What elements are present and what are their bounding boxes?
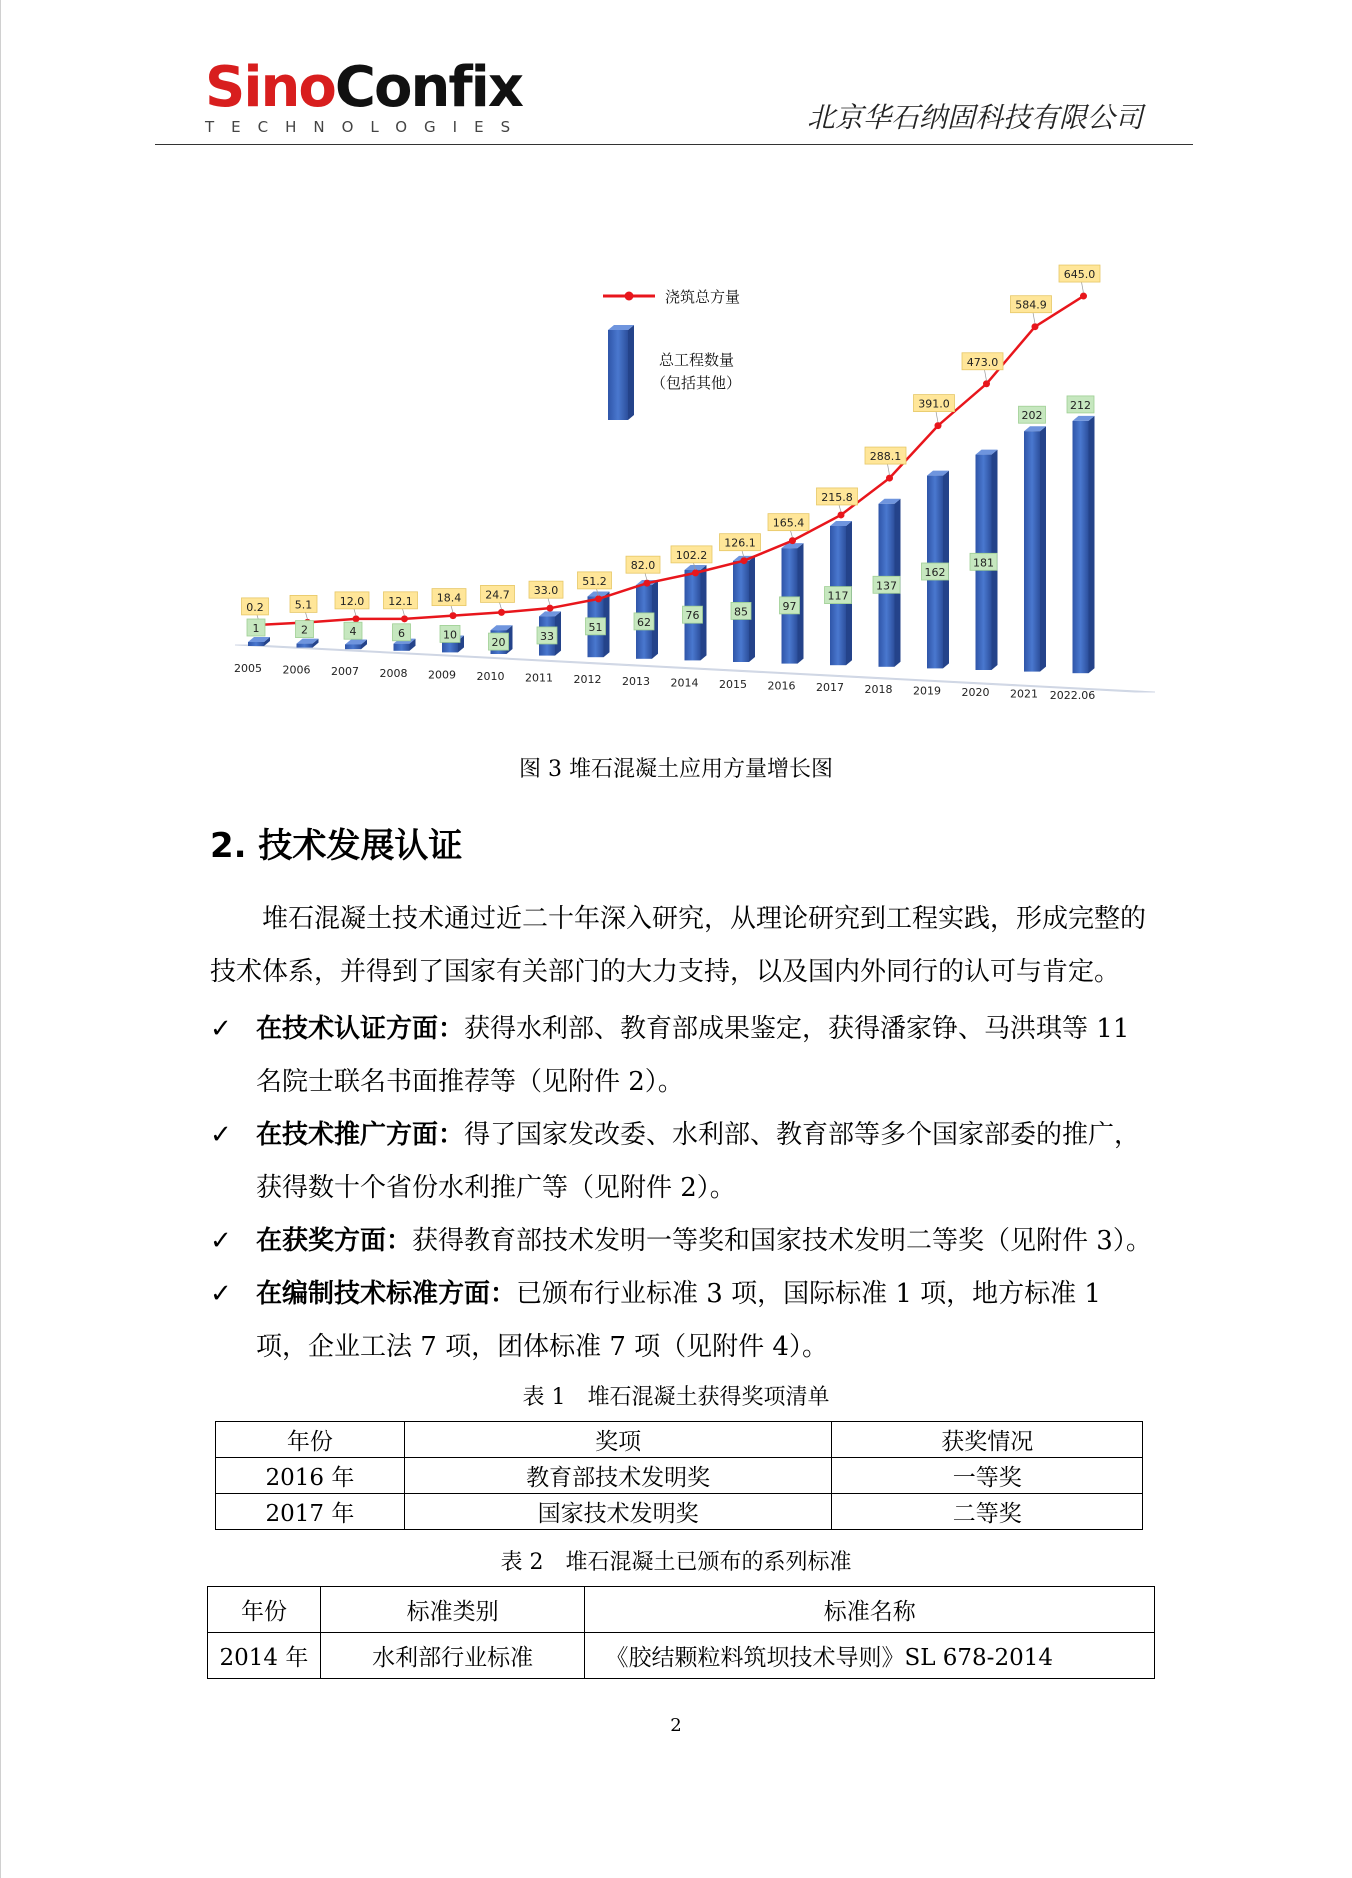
section-title: 2. 技术发展认证	[210, 826, 463, 866]
table-header-cell: 奖项	[404, 1422, 832, 1458]
table-row	[216, 1458, 1143, 1494]
bullet-text: 已颁布行业标准 3 项，国际标准 1 项，地方标准 1 项，企业工法 7 项，团体标准 7 项（见附件 4）。	[256, 1279, 1101, 1362]
page-header	[155, 55, 1193, 145]
series-line	[259, 296, 1084, 625]
checkmark-icon: ✓	[210, 1120, 232, 1150]
checkmark-icon: ✓	[210, 1226, 232, 1256]
bar-data-label: 2	[301, 623, 308, 637]
figure-caption: 图 3 堆石混凝土应用方量增长图	[519, 757, 833, 782]
line-data-label: 12.1	[388, 594, 413, 608]
x-tick-label: 2009	[428, 668, 456, 682]
line-point	[983, 380, 990, 387]
checkmark-icon: ✓	[210, 1014, 232, 1044]
line-point	[789, 537, 796, 544]
standards-table	[207, 1586, 1155, 1679]
line-data-label: 0.2	[246, 600, 264, 614]
bar-data-label: 20	[491, 636, 506, 650]
line-data-label: 584.9	[1015, 298, 1047, 312]
growth-chart	[215, 190, 1155, 730]
line-data-label: 5.1	[294, 598, 313, 612]
table-header-row	[208, 1587, 1155, 1633]
line-data-label: 12.0	[339, 594, 365, 608]
legend-line-marker	[625, 292, 634, 301]
table-cell: 2016 年	[216, 1458, 405, 1494]
table-cell: 《胶结颗粒料筑坝技术导则》SL 678-2014	[585, 1633, 1155, 1679]
line-label-leader	[888, 464, 890, 475]
table-cell: 一等奖	[832, 1458, 1143, 1494]
x-tick-label: 2019	[913, 684, 941, 698]
line-label-leader	[791, 531, 793, 538]
x-tick-label: 2017	[816, 681, 844, 695]
line-point	[353, 615, 360, 622]
bullet-heading: 在获奖方面：	[256, 1226, 413, 1256]
line-label-leader	[1033, 313, 1035, 324]
x-tick-label: 2012	[573, 673, 602, 687]
logo-word-sino: Sino	[205, 55, 335, 120]
line-label-leader	[1082, 282, 1084, 293]
line-label-leader	[354, 609, 356, 616]
bar-data-label: 6	[398, 626, 405, 640]
checkmark-icon: ✓	[210, 1279, 232, 1309]
line-point	[886, 475, 893, 482]
x-tick-label: 2014	[670, 676, 699, 690]
bar	[1073, 421, 1089, 673]
intro-paragraph: 堆石混凝土技术通过近二十年深入研究，从理论研究到工程实践，形成完整的技术体系，并得到了国家有关部门的大力支持，以及国内外同行的认可与肯定。	[210, 904, 1147, 987]
line-point	[498, 609, 505, 616]
logo-word-confix: Confix	[334, 55, 522, 120]
x-tick-label: 2013	[622, 674, 650, 688]
table-row	[216, 1494, 1143, 1530]
line-data-label: 288.1	[869, 450, 902, 464]
x-tick-label: 2020	[961, 686, 990, 699]
bar-side	[1040, 426, 1046, 671]
bullet-text: 获得水利部、教育部成果鉴定，获得潘家铮、马洪琪等 11 名院士联名书面推荐等（见附件 2）。	[256, 1014, 1130, 1097]
x-tick-label: 2016	[767, 679, 796, 693]
line-point	[838, 511, 845, 518]
line-point	[741, 557, 748, 564]
bar	[1024, 431, 1040, 671]
company-name: 北京华石纳固科技有限公司	[806, 101, 1143, 134]
table-header-row	[216, 1422, 1143, 1458]
x-tick-label: 2011	[525, 671, 553, 685]
bullet-heading: 在技术认证方面：	[256, 1014, 465, 1044]
bar-data-label: 10	[443, 628, 457, 642]
x-tick-label: 2010	[476, 670, 505, 683]
legend-bar-side	[628, 325, 634, 420]
bullet-heading: 在编制技术标准方面：	[256, 1279, 517, 1309]
line-data-label: 165.4	[772, 516, 805, 530]
line-point	[692, 569, 699, 576]
table-cell: 教育部技术发明奖	[404, 1458, 832, 1494]
bar-data-label: 212	[1070, 398, 1091, 412]
x-tick-label: 2021	[1010, 687, 1038, 701]
bar-data-label: 76	[685, 609, 700, 623]
x-tick-label: 2005	[234, 662, 262, 675]
bar-side	[1089, 416, 1095, 673]
line-data-label: 18.4	[436, 591, 462, 605]
line-data-label: 24.7	[485, 588, 510, 602]
line-point	[401, 615, 408, 622]
logo-subtitle: TECHNOLOGIES	[205, 118, 528, 136]
table-header-cell: 年份	[216, 1422, 405, 1458]
table-cell: 水利部行业标准	[320, 1633, 585, 1679]
line-point	[595, 595, 602, 602]
table-row	[208, 1633, 1155, 1679]
line-data-label: 645.0	[1063, 268, 1096, 282]
x-tick-label: 2008	[379, 666, 408, 680]
line-data-label: 82.0	[630, 559, 656, 573]
table-header-cell: 标准名称	[585, 1587, 1155, 1633]
line-label-leader	[403, 609, 405, 616]
legend-bar-swatch	[608, 330, 628, 420]
line-label-leader	[985, 370, 987, 381]
line-point	[935, 422, 942, 429]
line-data-label: 51.2	[582, 574, 607, 588]
bar	[297, 644, 313, 648]
bullet-text: 得了国家发改委、水利部、教育部等多个国家部委的推广，获得数十个省份水利推广等（见附件 2）。	[256, 1120, 1141, 1203]
company-logo	[205, 55, 528, 136]
line-point	[1080, 293, 1087, 300]
bar-data-label: 137	[876, 579, 897, 593]
bar-data-label: 4	[349, 625, 357, 639]
awards-table	[215, 1421, 1143, 1530]
bar-data-label: 117	[827, 589, 849, 603]
bullet-item	[210, 1268, 1160, 1374]
line-data-label: 33.0	[533, 584, 559, 598]
table-cell: 二等奖	[832, 1494, 1143, 1530]
line-label-leader	[936, 412, 938, 423]
x-tick-label: 2006	[282, 663, 311, 677]
bar-data-label: 33	[540, 629, 554, 643]
bar-data-label: 62	[637, 615, 651, 629]
bullet-item	[210, 1109, 1160, 1215]
x-tick-label: 2022.06	[1049, 689, 1096, 703]
bullet-item	[210, 1003, 1160, 1109]
table-header-cell: 标准类别	[320, 1587, 585, 1633]
line-label-leader	[839, 505, 841, 512]
line-label-leader	[645, 573, 647, 580]
bar	[248, 642, 264, 646]
bar-data-label: 85	[734, 605, 748, 619]
bar-data-label: 162	[924, 566, 946, 580]
line-label-leader	[306, 612, 308, 619]
page-number: 2	[670, 1715, 682, 1736]
x-tick-label: 2018	[864, 682, 893, 696]
line-point	[450, 612, 457, 619]
line-data-label: 102.2	[675, 548, 708, 562]
table-header-cell: 获奖情况	[832, 1422, 1143, 1458]
line-point	[644, 580, 651, 587]
line-data-label: 215.8	[821, 490, 853, 504]
line-point	[1032, 323, 1039, 330]
x-tick-label: 2007	[331, 665, 359, 679]
x-tick-label: 2015	[719, 678, 747, 691]
bullet-heading: 在技术推广方面：	[256, 1120, 465, 1150]
line-point	[547, 605, 554, 612]
line-data-label: 473.0	[966, 355, 999, 369]
page-edge	[0, 0, 1, 1878]
table-cell: 2017 年	[216, 1494, 405, 1530]
bar	[394, 644, 410, 651]
line-label-leader	[500, 602, 502, 609]
table-header-cell: 年份	[208, 1587, 321, 1633]
bullet-item	[210, 1215, 1160, 1268]
table-cell: 国家技术发明奖	[404, 1494, 832, 1530]
line-data-label: 391.0	[918, 397, 950, 411]
bar-data-label: 97	[782, 599, 797, 613]
legend-bar-label-line1: 总工程数量	[659, 351, 735, 369]
legend-bar-label-line2: （包括其他）	[651, 374, 742, 392]
table2-title: 表 2 堆石混凝土已颁布的系列标准	[500, 1550, 852, 1575]
legend-line-label: 浇筑总方量	[665, 288, 741, 306]
bar-data-label: 51	[588, 620, 603, 634]
bar-data-label: 202	[1021, 409, 1043, 423]
bullet-text: 获得教育部技术发明一等奖和国家技术发明二等奖（见附件 3）。	[412, 1226, 1152, 1256]
bar-data-label: 1	[252, 622, 260, 635]
line-data-label: 126.1	[724, 536, 756, 550]
line-label-leader	[451, 606, 453, 613]
line-label-leader	[548, 598, 550, 605]
bar	[345, 644, 361, 649]
bar-data-label: 181	[973, 556, 994, 570]
table1-title: 表 1 堆石混凝土获得奖项清单	[522, 1385, 830, 1410]
table-cell: 2014 年	[208, 1633, 321, 1679]
